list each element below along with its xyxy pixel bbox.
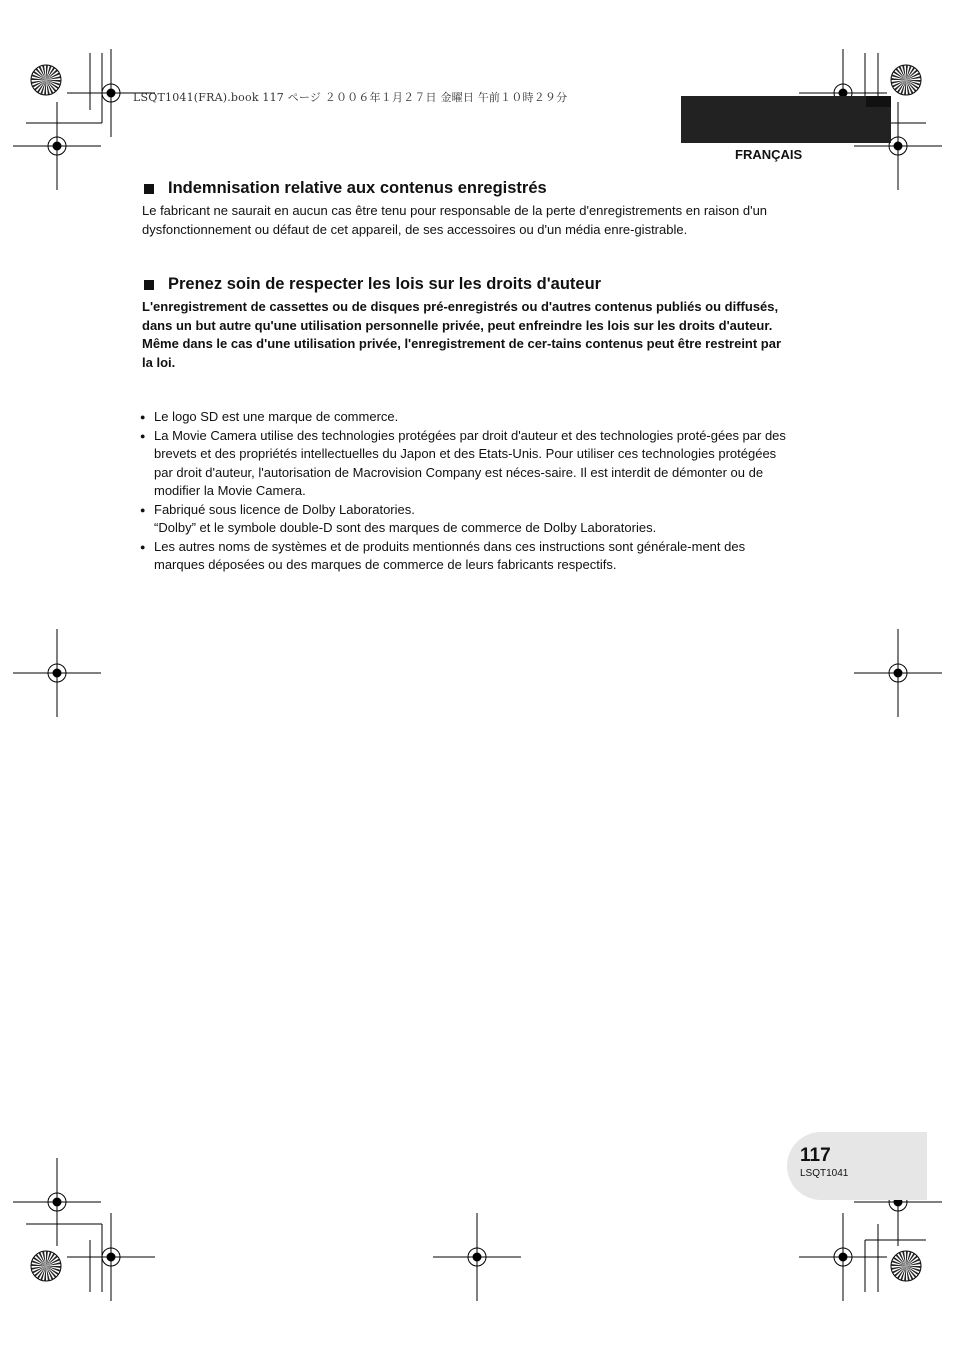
section-title-text: Prenez soin de respecter les lois sur les droits d'auteur xyxy=(168,275,602,293)
crosshair-icon xyxy=(854,629,942,717)
square-bullet-icon xyxy=(144,280,154,290)
section-body: Le fabricant ne saurait en aucun cas être tenu pour responsable de la perte d'enregistrements en raison d'un dysfonctionnement ou défaut de cet appareil, de ses accessoires ou d'un média enre-gistrable. xyxy=(142,203,768,237)
section-title xyxy=(142,275,792,294)
star-target-icon xyxy=(891,1251,921,1281)
page-number: 117 xyxy=(800,1145,831,1166)
crosshair-icon xyxy=(13,102,101,190)
list-item-continuation: “Dolby” et le symbole double-D sont des marques de commerce de Dolby Laboratories. xyxy=(154,520,657,535)
crosshair-icon xyxy=(799,1213,887,1301)
file-info-line: LSQT1041(FRA).book 117 ページ ２００６年１月２７日 金曜日 午前１０時２９分 xyxy=(133,91,568,104)
list-item-line: Fabriqué sous licence de Dolby Laboratories. xyxy=(154,501,415,517)
star-target-icon xyxy=(31,1251,61,1281)
star-target-icon xyxy=(891,65,921,95)
list-item xyxy=(140,501,792,538)
star-target-icon xyxy=(31,65,61,95)
section-title-text: Indemnisation relative aux contenus enregistrés xyxy=(168,179,547,197)
crosshair-icon xyxy=(433,1213,521,1301)
section-indemnisation xyxy=(142,179,792,239)
model-code: LSQT1041 xyxy=(800,1168,849,1179)
section-body: L'enregistrement de cassettes ou de disques pré-enregistrés ou d'autres contenus publiés ou diffusés, dans un but autre qu'une utilisation personnelle privée, peut enfreindre les lois sur les droits d'auteur. Même dans le cas d'une utilisation privée, l'enregistrement de cer-tains contenus peut être restreint par la loi. xyxy=(142,299,782,370)
bullet-icon: ● xyxy=(140,412,146,422)
list-item xyxy=(140,408,792,427)
bullet-icon: ● xyxy=(140,504,146,515)
list-item-text: La Movie Camera utilise des technologies protégées par droit d'auteur et des technologies proté-gées par des brevets et des propriétés intellectuelles du Japon et des Etats-Unis. Pour utiliser ces technologies protégées par droit d'auteur, l'autorisation de Macrovision Company est néces-saire. Il est interdit de démonter ou de modifier la Movie Camera. xyxy=(154,427,786,498)
trademark-notes xyxy=(140,408,792,575)
list-item-text: Les autres noms de systèmes et de produits mentionnés dans ces instructions sont générale-ment des marques déposées ou des marques de commerce de leurs fabricants respectifs. xyxy=(154,538,746,572)
square-bullet-icon xyxy=(144,184,154,194)
crosshair-icon xyxy=(13,629,101,717)
section-droits-auteur xyxy=(142,275,792,372)
language-bar-notch xyxy=(866,96,891,107)
bullet-icon: ● xyxy=(140,541,146,552)
language-label: FRANÇAIS xyxy=(735,147,803,162)
crosshair-icon xyxy=(13,1158,101,1246)
crosshair-icon xyxy=(67,1213,155,1301)
list-item xyxy=(140,538,792,575)
list-item-text: Le logo SD est une marque de commerce. xyxy=(154,409,399,424)
section-title xyxy=(142,179,792,198)
bullet-icon: ● xyxy=(140,430,146,441)
language-bar xyxy=(681,96,891,143)
list-item-text xyxy=(154,501,792,538)
list-item xyxy=(140,427,792,501)
